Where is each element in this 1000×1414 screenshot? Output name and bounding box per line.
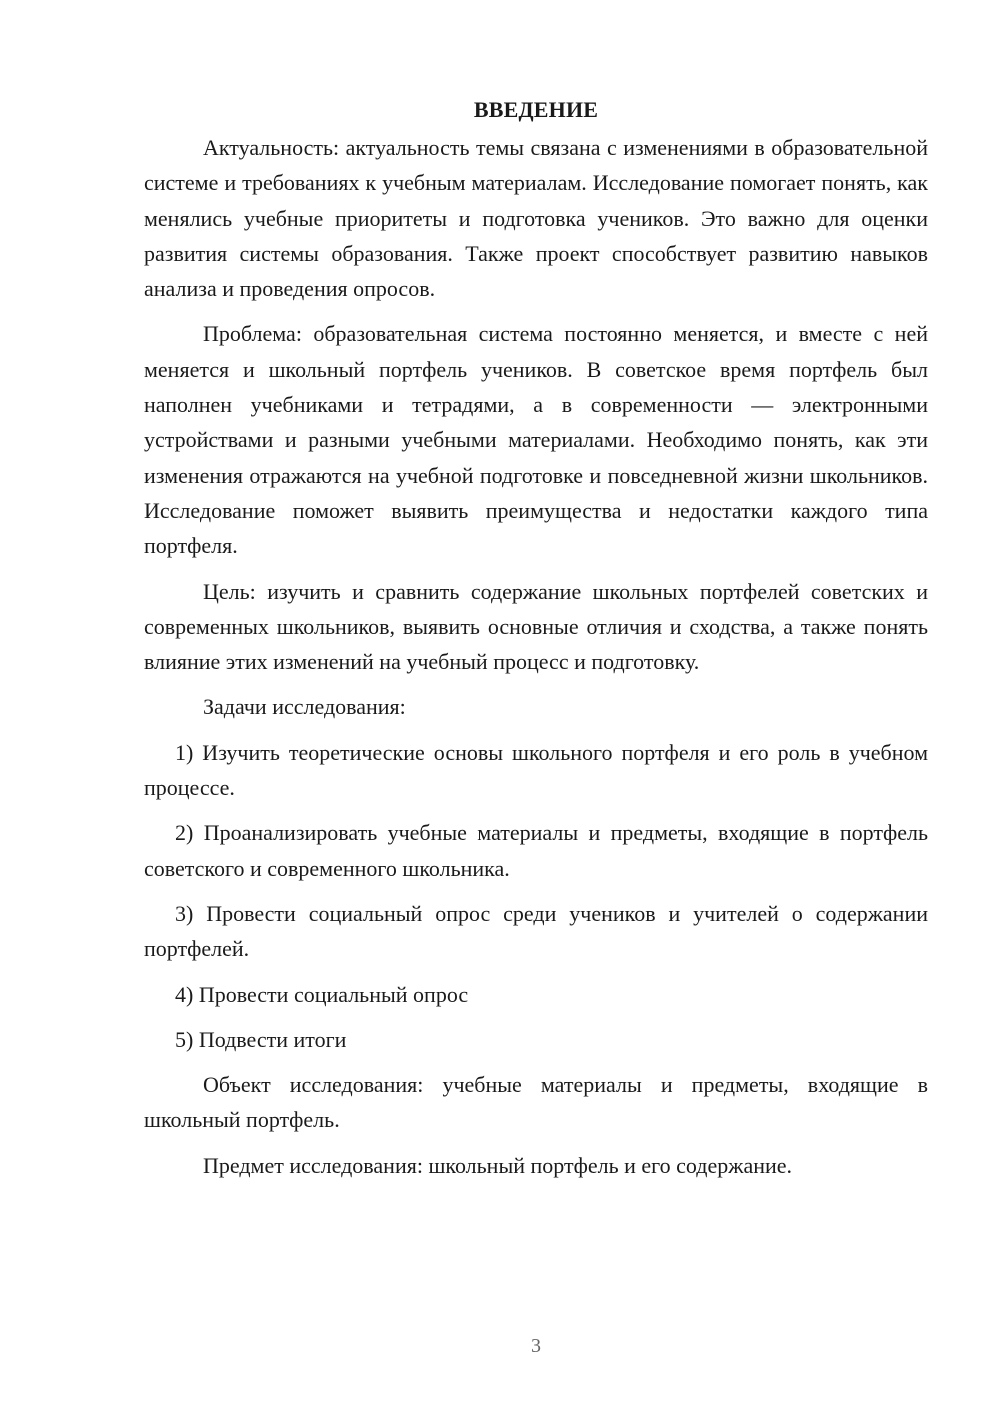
task-item-1: 1) Изучить теоретические основы школьного портфеля и его роль в учебном процессе. — [144, 739, 928, 801]
task-item-2: 2) Проанализировать учебные материалы и предметы, входящие в портфель советского и современного школьника. — [144, 820, 928, 881]
subject-paragraph: Предмет исследования: школьный портфель и его содержание. — [203, 1152, 793, 1178]
goal-paragraph: Цель: изучить и сравнить содержание школьных портфелей советских и современных школьников, выявить основные отличия и сходства, а также понять влияние этих изменений на учебный процесс и подготовку. — [144, 578, 928, 675]
page-title: ВВЕДЕНИЕ — [473, 97, 599, 122]
object-paragraph: Объект исследования: учебные материалы и предметы, входящие в школьный портфель. — [144, 1072, 928, 1133]
problem-paragraph: Проблема: образовательная система постоянно меняется, и вместе с ней меняется и школьный портфель учеников. В советское время портфель был наполнен учебниками и тетрадями, а в современности — электронными устройствами и разными учебными материалами. Необходимо понять, как эти изменения отражаются на учебной подготовке и повседневной жизни школьников. Исследование поможет выявить преимущества и недостатки каждого типа портфеля. — [144, 321, 928, 559]
page-number: 3 — [531, 1335, 541, 1357]
task-item-5: 5) Подвести итоги — [175, 1026, 347, 1052]
tasks-heading: Задачи исследования: — [203, 694, 406, 720]
task-item-4: 4) Провести социальный опрос — [175, 981, 469, 1007]
task-item-3: 3) Провести социальный опрос среди учеников и учителей о содержании портфелей. — [144, 900, 928, 962]
document-page — [144, 92, 928, 1183]
relevance-paragraph: Актуальность: актуальность темы связана с изменениями в образовательной системе и требованиях к учебным материалам. Исследование помогает понять, как менялись учебные приоритеты и подготовка учеников. Это важно для оценки развития системы образования. Также проект способствует развитию навыков анализа и проведения опросов. — [144, 135, 928, 302]
